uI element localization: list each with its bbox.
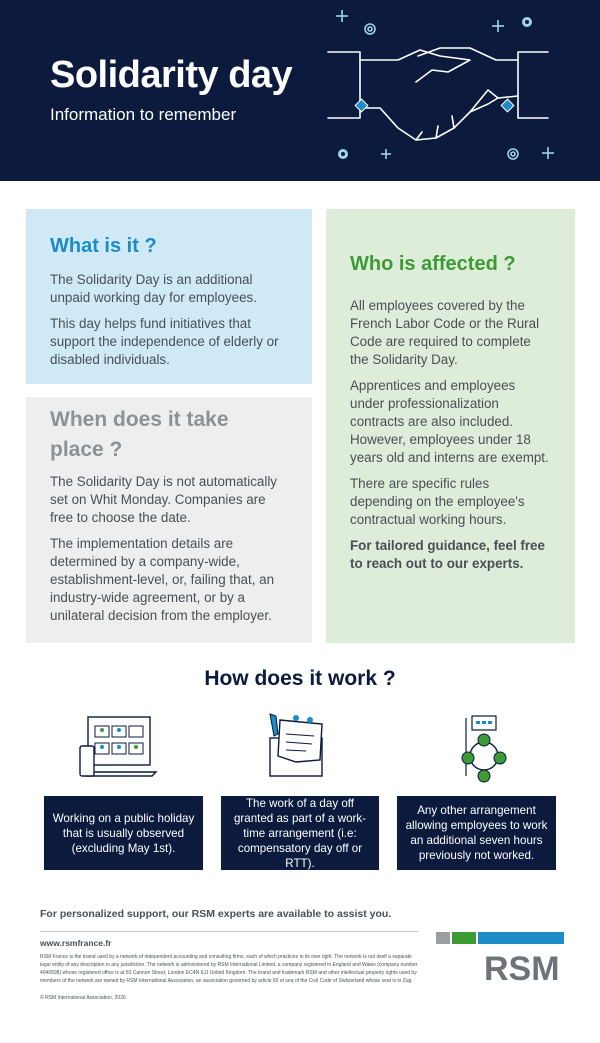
notepad-pen-icon <box>266 712 336 780</box>
what-is-it-card <box>26 209 312 384</box>
logo-text: RSM <box>484 950 560 988</box>
copyright-text: © RSM International Association, 2026. <box>40 995 128 1001</box>
step-day-off: The work of a day off granted as part of a work-time arrangement (i.e: compensatory day off or RTT). <box>221 796 379 870</box>
team-network-icon <box>446 714 518 784</box>
what-title: What is it ? <box>50 235 157 257</box>
page-title: Solidarity day <box>50 54 293 96</box>
when-text-1: The Solidarity Day is not automatically set on Whit Monday. Companies are free to choose the date. <box>50 474 277 525</box>
when-card <box>26 397 312 643</box>
laptop-calendar-icon <box>78 716 160 780</box>
who-text-1: All employees covered by the French Labor Code or the Rural Code are required to complete the Solidarity Day. <box>350 298 540 367</box>
what-text-2: This day helps fund initiatives that support the independence of elderly or disabled individuals. <box>50 316 279 367</box>
website-link[interactable]: www.rsmfrance.fr <box>40 938 112 948</box>
who-text-2: Apprentices and employees under professionalization contracts are also included. However, employees under 18 years old and interns are exempt. <box>350 378 549 465</box>
when-text-2: The implementation details are determined by a company-wide, establishment-level, or, failing that, an industry-wide agreement, or by a unilateral decision from the employer. <box>50 536 275 623</box>
what-text-1: The Solidarity Day is an additional unpaid working day for employees. <box>50 272 257 305</box>
when-title: When does it take place ? <box>50 408 229 461</box>
plus-icon <box>336 10 554 159</box>
legal-text: RSM France is the brand used by a network of independent accounting and consulting firms, each of which practices in its own right. The network is not itself a separate legal entity of any description in any jurisdiction. The network is administered by RSM International Limited, a company registered in England and Wales (company number 4040598) whose registered office is at 50 Cannon Street, London EC4N 6JJ United Kingdom. The brand and trademark RSM and other intellectual property rights used by members of the network are owned by RSM International Association, an association governed by article 60 et seq of the Civil Code of Switzerland whose seat is in Zug. <box>40 954 418 984</box>
page-subtitle: Information to remember <box>50 105 237 124</box>
step-public-holiday: Working on a public holiday that is usually observed (excluding May 1st). <box>44 796 203 870</box>
who-cta-text: For tailored guidance, feel free to reach out to our experts. <box>350 538 545 571</box>
support-text: For personalized support, our RSM experts are available to assist you. <box>40 908 392 920</box>
rsm-logo <box>436 932 564 988</box>
handshake-icon <box>320 0 590 181</box>
step-other-arrangement: Any other arrangement allowing employees to work an additional seven hours previously not worked. <box>397 796 556 870</box>
header-banner <box>0 0 600 181</box>
footer-divider <box>40 931 418 932</box>
who-text-3: There are specific rules depending on the employee's contractual working hours. <box>350 476 525 527</box>
who-title: Who is affected ? <box>350 253 516 275</box>
how-title: How does it work ? <box>204 667 396 690</box>
gear-icon <box>365 24 518 159</box>
who-is-affected-card <box>326 209 575 643</box>
